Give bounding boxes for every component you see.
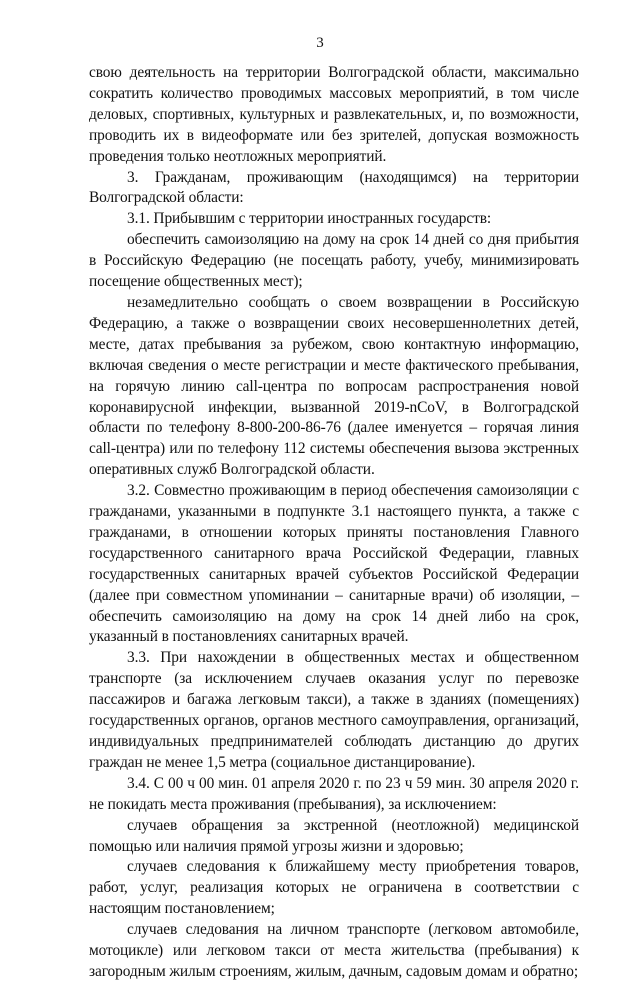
paragraph-self-isolation: обеспечить самоизоляцию на дому на срок 14 дней со дня прибытия в Российскую Федерацию (не посещать работу, учебу, минимизировать посещение общественных мест); — [89, 231, 579, 291]
paragraph-exception-transport: случаев следования на личном транспорте (легковом автомобиле, мотоцикле) или легковом такси от места жительства (пребывания) к загородным жилым строениям, жилым, дачным, садовым домам и обратно; — [89, 921, 579, 980]
paragraph-exception-medical: случаев обращения за экстренной (неотложной) медицинской помощью или наличия прямой угрозы жизни и здоровью; — [89, 816, 579, 855]
document-body — [89, 63, 579, 983]
paragraph-item-3-2: 3.2. Совместно проживающим в период обеспечения самоизоляции с гражданами, указанными в подпункте 3.1 настоящего пункта, а также с гражданами, в отношении которых приняты постановления Главного государственного санитарного врача Российской Федерации, главных государственных санитарных врачей субъектов Российской Федерации (далее при совместном упоминании – санитарные врачи) об изоляции, – обеспечить самоизоляцию на дому на срок 14 дней либо на срок, указанный в постановлениях санитарных врачей. — [89, 482, 579, 646]
paragraph-item-3-3: 3.3. При нахождении в общественных местах и общественном транспорте (за исключением случаев оказания услуг по перевозке пассажиров и багажа легковым такси), а также в зданиях (помещениях) государственных органов, органов местного самоуправления, организаций, индивидуальных предпринимателей соблюдать дистанцию до других граждан не менее 1,5 метра (социальное дистанцирование). — [89, 649, 579, 771]
paragraph-item-3-1: 3.1. Прибывшим с территории иностранных государств: — [127, 210, 492, 228]
paragraph-item-3-4: 3.4. С 00 ч 00 мин. 01 апреля 2020 г. по 23 ч 59 мин. 30 апреля 2020 г. не покидать места проживания (пребывания), за исключением: — [89, 774, 579, 813]
paragraph-exception-shopping: случаев следования к ближайшему месту приобретения товаров, работ, услуг, реализация которых не ограничена в соответствии с настоящим постановлением; — [89, 858, 579, 918]
page-number: 3 — [316, 35, 324, 51]
paragraph-item-3: 3. Гражданам, проживающим (находящимся) на территории Волгоградской области: — [89, 168, 579, 207]
paragraph-report-return: незамедлительно сообщать о своем возвращении в Российскую Федерацию, а также о возвращении своих несовершеннолетних детей, месте, датах пребывания за рубежом, свою контактную информацию, включая сведения о месте регистрации и месте фактического пребывания, на горячую линию call-центра по вопросам распространения новой коронавирусной инфекции, вызванной 2019-nCoV, в Волгоградской области по телефону 8-800-200-86-76 (далее именуется – горячая линия call-центра) или по телефону 112 системы обеспечения вызова экстренных оперативных служб Волгоградской области. — [89, 293, 579, 479]
paragraph-continuation: свою деятельность на территории Волгоградской области, максимально сократить количество проводимых массовых мероприятий, в том числе деловых, спортивных, культурных и развлекательных, и, по возможности, проводить их в видеоформате или без зрителей, допуская возможность проведения только неотложных мероприятий. — [89, 64, 579, 165]
